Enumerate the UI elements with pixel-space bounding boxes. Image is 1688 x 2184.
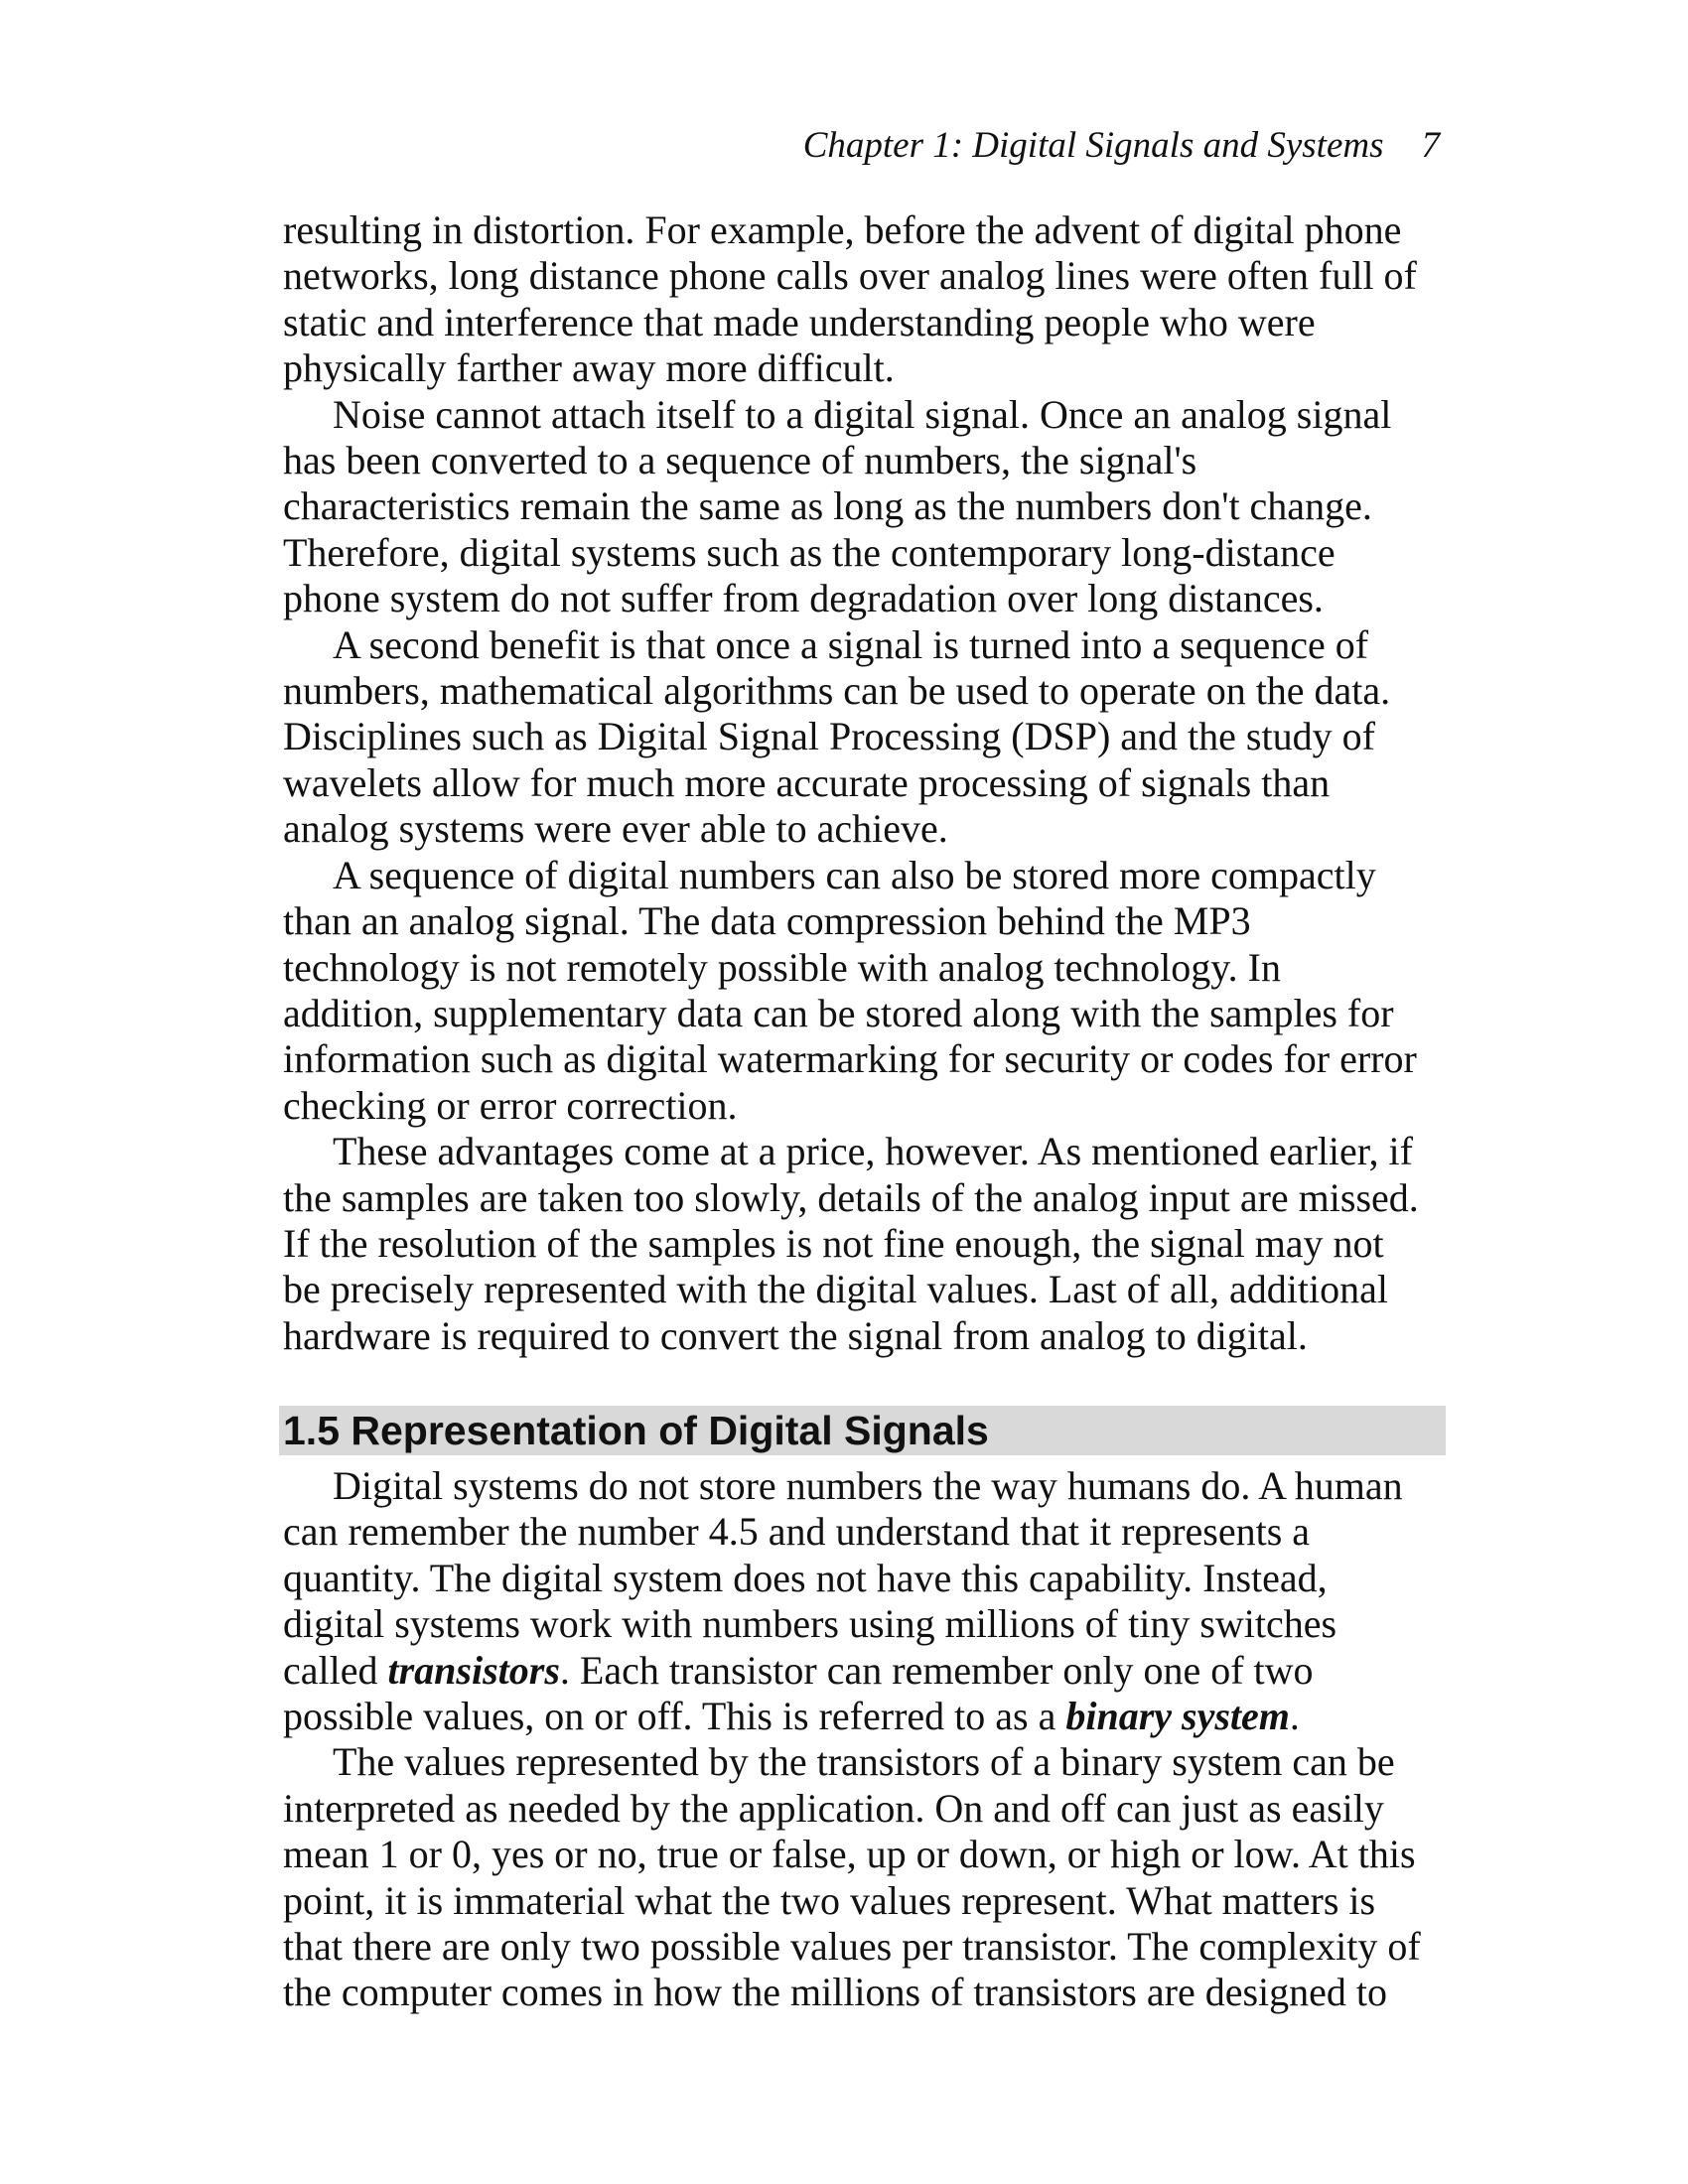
text-line: physically farther away more difficult. (283, 345, 895, 391)
term-transistors: transistors (387, 1647, 560, 1693)
text-line: Digital systems do not store numbers the way humans do. A human (333, 1463, 1403, 1508)
text-line: the computer comes in how the millions of transistors are designed to (283, 1970, 1387, 2015)
text-line: Disciplines such as Digital Signal Processing (DSP) and the study of (283, 714, 1375, 759)
text-fragment: possible values, on or off. This is referred to as a (283, 1694, 1066, 1739)
paragraph-binary-values (283, 1739, 1445, 2015)
text-fragment: . Each transistor can remember only one of two (559, 1647, 1314, 1693)
running-title: Chapter 1: Digital Signals and Systems (802, 125, 1384, 166)
text-line-with-term (283, 1694, 1445, 1739)
text-line-with-term (283, 1648, 1445, 1694)
text-line: characteristics remain the same as long as the numbers don't change. (283, 483, 1372, 529)
text-line: numbers, mathematical algorithms can be used to operate on the data. (283, 668, 1391, 714)
running-header (803, 121, 1440, 171)
text-line: be precisely represented with the digital values. Last of all, additional (283, 1267, 1388, 1312)
text-fragment: . (1289, 1694, 1300, 1739)
text-line: If the resolution of the samples is not fine enough, the signal may not (283, 1220, 1384, 1266)
text-line: digital systems work with numbers using millions of tiny switches (283, 1601, 1337, 1647)
text-line: Therefore, digital systems such as the contemporary long-distance (283, 529, 1336, 575)
text-line: mean 1 or 0, yes or no, true or false, up or down, or high or low. At this (283, 1832, 1416, 1877)
text-line: Noise cannot attach itself to a digital signal. Once an analog signal (333, 391, 1392, 437)
text-line: A second benefit is that once a signal is turned into a sequence of (333, 621, 1369, 667)
text-line: These advantages come at a price, however. As mentioned earlier, if (333, 1129, 1413, 1174)
page-number: 7 (1421, 125, 1440, 166)
body-text-upper (283, 207, 1445, 1359)
text-line: interpreted as needed by the application. On and off can just as easily (283, 1785, 1384, 1831)
text-line: point, it is immaterial what the two values represent. What matters is (283, 1877, 1376, 1923)
text-line: that there are only two possible values per transistor. The complexity of (283, 1924, 1421, 1970)
text-line: technology is not remotely possible with analog technology. In (283, 944, 1281, 990)
text-line: analog systems were ever able to achieve. (283, 806, 948, 852)
text-line: quantity. The digital system does not have this capability. Instead, (283, 1555, 1328, 1600)
text-line: has been converted to a sequence of numbers, the signal's (283, 438, 1197, 483)
paragraph-storage (283, 853, 1445, 1129)
text-line: than an analog signal. The data compression behind the MP3 (283, 898, 1251, 944)
text-line: addition, supplementary data can be stored along with the samples for (283, 990, 1394, 1035)
text-fragment: called (283, 1647, 388, 1693)
term-binary-system: binary system (1065, 1694, 1290, 1739)
text-line: can remember the number 4.5 and understand that it represents a (283, 1509, 1311, 1555)
text-line: A sequence of digital numbers can also be stored more compactly (333, 852, 1376, 897)
section-heading: 1.5 Representation of Digital Signals (279, 1406, 1446, 1455)
text-line: phone system do not suffer from degradation over long distances. (283, 576, 1324, 621)
text-line: the samples are taken too slowly, details of the analog input are missed. (283, 1174, 1419, 1220)
text-line: wavelets allow for much more accurate processing of signals than (283, 759, 1331, 805)
text-line: checking or error correction. (283, 1082, 738, 1128)
paragraph-noise (283, 392, 1445, 622)
text-line: information such as digital watermarking for security or codes for error (283, 1036, 1417, 1082)
paragraph-representation (283, 1463, 1445, 1739)
paragraph-price (283, 1129, 1445, 1359)
text-line: static and interference that made understanding people who were (283, 299, 1316, 344)
text-line: networks, long distance phone calls over analog lines were often full of (283, 253, 1417, 299)
continued-paragraph (283, 207, 1445, 392)
text-line: hardware is required to convert the signal from analog to digital. (283, 1312, 1308, 1358)
text-line: The values represented by the transistors of a binary system can be (333, 1739, 1395, 1785)
paragraph-second-benefit (283, 622, 1445, 853)
text-line: resulting in distortion. For example, before the advent of digital phone (283, 207, 1402, 252)
body-text-section (283, 1463, 1445, 2016)
